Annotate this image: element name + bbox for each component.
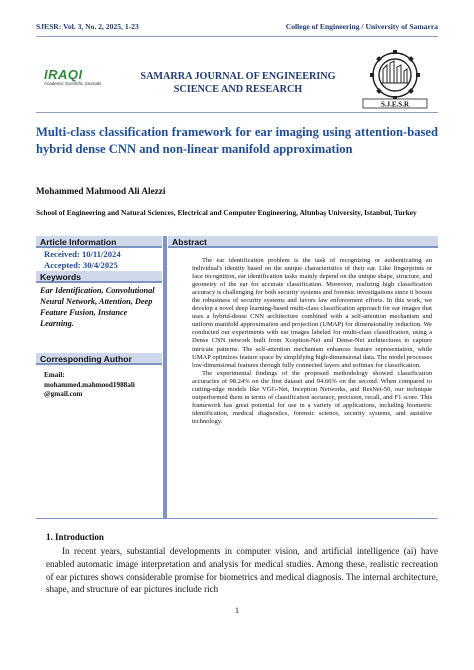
section-divider: [36, 518, 438, 519]
keywords-heading: Keywords: [36, 271, 162, 283]
journal-name-line2: SCIENCE AND RESEARCH: [173, 84, 303, 95]
keywords-list: Ear Identification, Convolutional Neural Network, Attention, Deep Feature Fusion, Instance Learning.: [40, 286, 155, 328]
journal-citation: SJESR: Vol. 3, No. 2, 2025, 1-23: [36, 22, 139, 31]
logo-divider: [36, 112, 438, 113]
abstract-heading: Abstract: [168, 236, 438, 248]
institution-header: College of Engineering / University of Samarra: [285, 22, 438, 31]
author-affiliation: School of Engineering and Natural Sciences, Electrical and Computer Engineering, Altınbaş University, Istanbul, Turkey: [36, 208, 417, 217]
paper-title: Multi-class classification framework for ear imaging using attention-based hybrid dense CNN and non-linear manifold approximation: [36, 125, 438, 156]
introduction-heading: 1. Introduction: [46, 532, 104, 542]
author-name: Mohammed Mahmood Ali Alezzi: [36, 186, 166, 196]
iraqi-logo-subtitle: Academic Scientific Journals: [44, 81, 102, 86]
accepted-date: Accepted: 30/4/2025: [44, 260, 118, 270]
abstract-body: [192, 257, 432, 426]
abstract-paragraph-2: The experimental findings of the proposed methodology showed classification accuracies of 98.24% on the first dataset and 94.66% on the second. When compared to cutting-edge models like VGG-Net, Inception Networks, and ResNet-50, our technique outperformed them in terms of classification accuracy, precision, recall, and F1 score. This framework has great potential for use in a variety of applications, including biometric identification, medical diagnostics, forensic science, security systems, and assistive technology.: [192, 369, 432, 425]
article-info-heading: Article Information: [36, 236, 162, 248]
page-number: 1: [235, 606, 239, 615]
introduction-text: [46, 545, 438, 596]
corresponding-email: [36, 365, 162, 400]
abstract-header: [168, 236, 438, 248]
received-date: Received: 10/11/2024: [44, 249, 121, 259]
sjesr-gear-logo: [355, 47, 435, 109]
iraqi-logo-word: IRAQI: [44, 67, 83, 82]
column-divider: [163, 236, 167, 518]
email-label: Email:: [44, 371, 65, 379]
journal-name: [128, 70, 348, 96]
running-header: [36, 22, 438, 34]
corresponding-author-heading: Corresponding Author: [36, 353, 162, 365]
introduction-paragraph: In recent years, substantial developments in computer vision, and artificial intelligence (ai) have enabled automatic image interpretation and analysis for medical studies. Among these, realistic recreation of ear pictures shows considerable promise for biometrics and medical diagnosis. The internal architecture, shape, and structure of ear pictures include rich: [46, 546, 438, 595]
journal-name-line1: SAMARRA JOURNAL OF ENGINEERING: [140, 71, 336, 82]
abstract-paragraph-1: The ear identification problem is the task of recognizing or authenticating an individual's identity based on the unique characteristics of their ear. Like fingerprints or face recognition, ear identification tasks mainly depend on the unique shape, structure, and geometry of the ear for accurate classification. Moreover, realizing high classification accuracy is challenging for both security systems and forensic investigations since it boosts the robustness of security systems and favors law enforcement efforts. In this work, we develop a novel deep learning-based multi-class classification approach for ear images that uses a hybrid-dense CNN architecture combined with a self-attention mechanism and uniform manifold approximation and projection (UMAP) for dimensionality reduction. We conducted our experiments with ear images labeled for multi-class classification, using a Dense CNN network built from Xception-Net and Dense-Net architectures to capture intricate patterns. The self-attention mechanism enhances feature representation, while UMAP optimizes feature space by simplifying high-dimensional data. The model processes low-dimensional features through fully connected layers and softmax for classification.: [192, 257, 432, 369]
article-info-column: [36, 236, 162, 400]
email-address-line2[interactable]: @gmail.com: [44, 390, 83, 398]
header-divider: [36, 36, 438, 37]
email-address-line1[interactable]: mohammed.mahmood1988ali: [44, 380, 135, 389]
iraqi-journals-logo: [44, 68, 114, 92]
article-dates: [36, 248, 162, 271]
sjesr-logo-text: S.J.E.S.R: [380, 100, 410, 109]
